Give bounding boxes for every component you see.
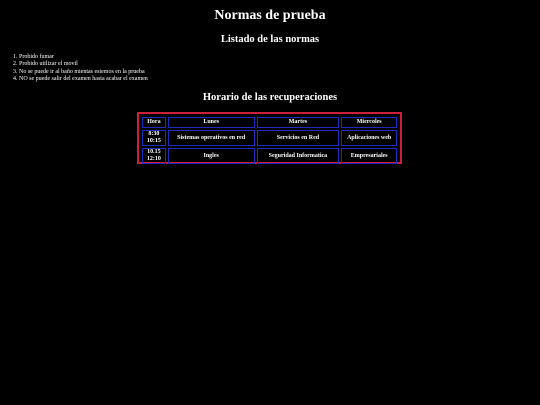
subject-cell: Servicios en Red (257, 130, 340, 146)
header-hora: Hora (142, 117, 166, 128)
time-end: 10:15 (146, 138, 161, 144)
table-row (142, 148, 397, 164)
schedule-table (140, 115, 399, 166)
rule-item: 3. No se puede ir al baño mientas estemos en la prueba (13, 68, 145, 75)
subject-cell: Seguridad Informatica (257, 148, 340, 164)
rule-item: 2. Probido utilizar el movil (13, 61, 78, 68)
time-end: 12:10 (146, 156, 161, 162)
subject-cell: Empresariales (341, 148, 397, 164)
schedule-table-frame (137, 112, 402, 164)
rules-list (13, 54, 148, 84)
subject-cell: Ingles (168, 148, 255, 164)
time-cell (142, 148, 166, 164)
time-start: 8:30 (148, 131, 160, 137)
rules-heading: Listado de las normas (220, 34, 320, 45)
header-miercoles: Miercoles (341, 117, 397, 128)
time-start: 10.15 (147, 149, 161, 155)
rule-item: 1. Probido fumar (13, 54, 54, 60)
page-title: Normas de prueba (214, 8, 326, 23)
rule-item: 4. NO se puede salir del examen hasta acabar el examen (13, 76, 148, 83)
time-cell (142, 130, 166, 146)
header-martes: Martes (257, 117, 340, 128)
header-lunes: Lunes (168, 117, 255, 128)
subject-cell: Aplicaciones web (341, 130, 397, 146)
subject-cell: Sistemas operativos en red (168, 130, 255, 146)
table-row (142, 130, 397, 146)
table-header-row (142, 117, 397, 128)
schedule-heading: Horario de las recuperaciones (202, 92, 338, 103)
